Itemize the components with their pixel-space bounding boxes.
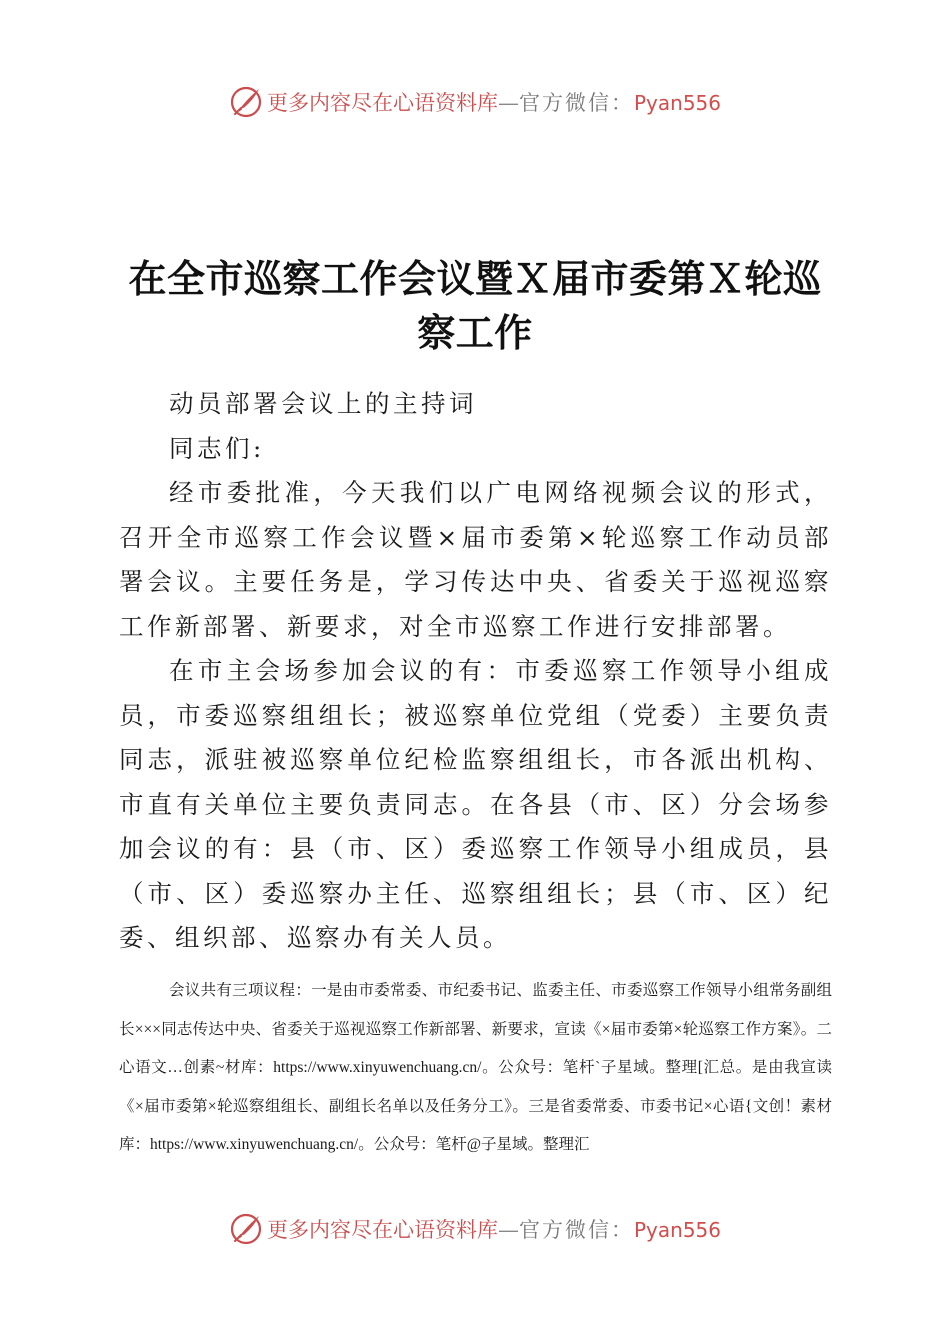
banner-wechat-label: 官方微信： [518, 1218, 634, 1242]
quill-pen-logo-icon [229, 1212, 263, 1246]
header-banner [0, 82, 950, 122]
document-subtitle: 动员部署会议上的主持词 [169, 389, 477, 418]
banner-brand: 更多内容尽在心语资料库 [266, 91, 498, 115]
banner-wechat-label: 官方微信： [518, 91, 634, 115]
banner-brand: 更多内容尽在心语资料库 [266, 1218, 498, 1242]
body-paragraph: 在市主会场参加会议的有：市委巡察工作领导小组成员，市委巡察组组长；被巡察单位党组（党委）主要负责同志，派驻被巡察单位纪检监察组组长，市各派出机构、市直有关单位主要负责同志。在各县（市、区）分会场参加会议的有：县（市、区）委巡察工作领导小组成员，县（市、区）委巡察办主任、巡察组组长；县（市、区）纪委、组织部、巡察办有关人员。 [119, 656, 832, 952]
document-title: 在全市巡察工作会议暨Ｘ届市委第Ｘ轮巡察工作 [128, 256, 822, 355]
body-paragraph: 经市委批准，今天我们以广电网络视频会议的形式，召开全市巡察工作会议暨×届市委第×轮巡察工作动员部署会议。主要任务是，学习传达中央、省委关于巡视巡察工作新部署、新要求，对全市巡察工作进行安排部署。 [119, 478, 832, 641]
footer-banner [0, 1209, 950, 1249]
banner-separator: — [497, 1218, 519, 1242]
agenda-section [119, 972, 832, 1165]
banner-text [267, 1214, 721, 1244]
document-body [119, 382, 832, 961]
banner-text [267, 87, 721, 117]
banner-wechat-id: Pyan556 [633, 91, 721, 115]
quill-pen-logo-icon [229, 85, 263, 119]
banner-separator: — [497, 91, 519, 115]
salutation: 同志们: [169, 433, 265, 463]
agenda-paragraph: 会议共有三项议程：一是由市委常委、市纪委书记、监委主任、市委巡察工作领导小组常务副组长×××同志传达中央、省委关于巡视巡察工作新部署、新要求，宣读《×届市委第×轮巡察工作方案》。二心语文…创素~材库：https://www.xinyuwenchuang.cn/。公众号：笔杆`子星域。整理[汇总。是由我宣读《×届市委第×轮巡察组组长、副组长名单以及任务分工》。三是省委常委、市委书记×心语{文创！素材库：https://www.xinyuwenchuang.cn/。公众号：笔杆@子星域。整理汇 [119, 982, 832, 1153]
banner-wechat-id: Pyan556 [633, 1218, 721, 1242]
